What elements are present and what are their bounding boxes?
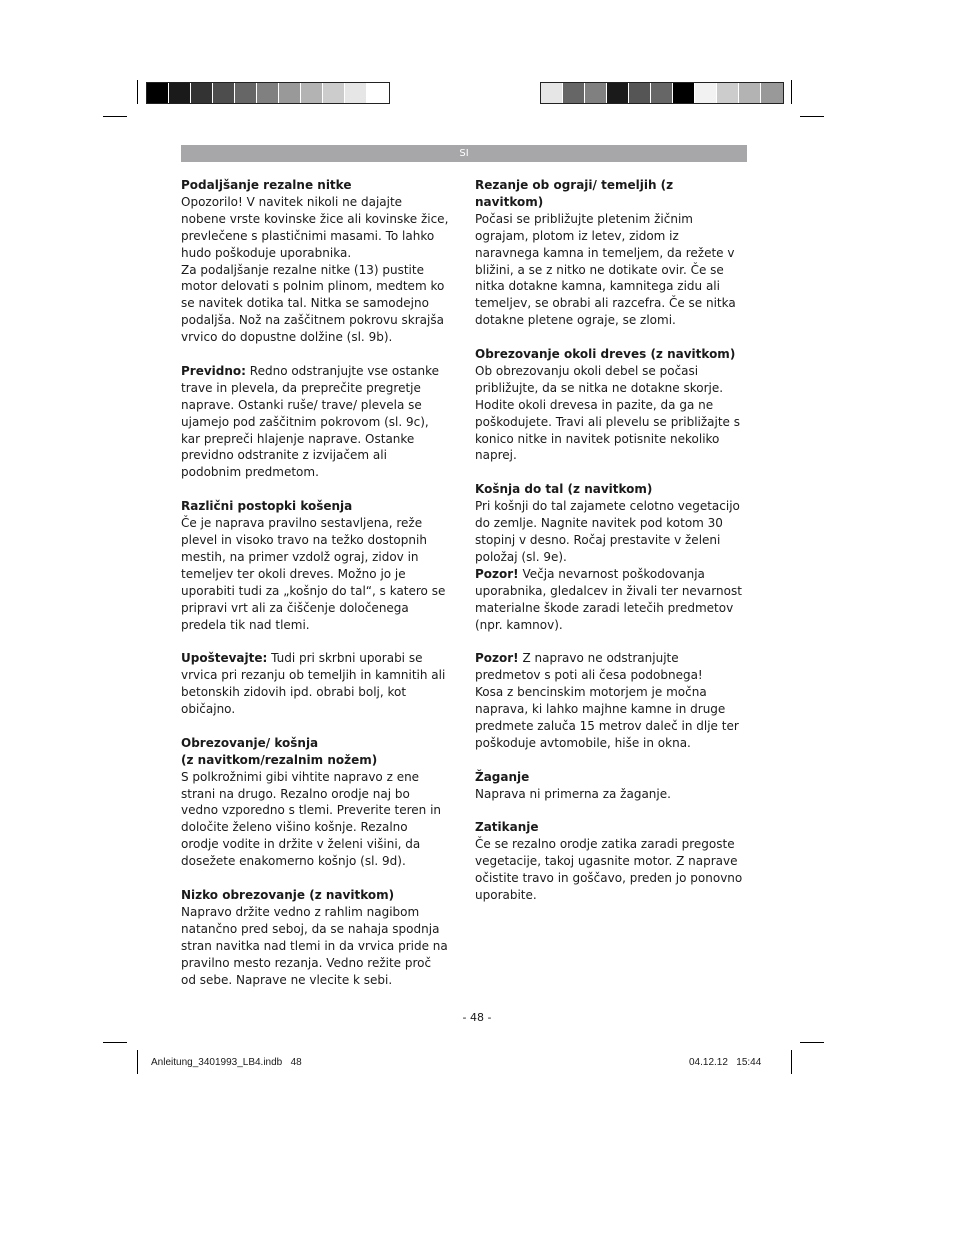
crop-mark [137,80,138,104]
color-swatch [147,83,169,103]
section-heading: Zatikanje [475,820,539,835]
section-heading: Različni postopki košenja [181,499,353,514]
section-heading: Podaljšanje rezalne nitke [181,178,352,192]
color-swatch [695,83,717,103]
section-jamming [475,819,743,904]
color-swatch [213,83,235,103]
crop-mark [103,1042,127,1043]
color-swatch [345,83,367,103]
lead-label: Previdno: [181,363,246,378]
section-heading: Obrezovanje/ košnja [181,735,319,750]
color-swatch [235,83,257,103]
paragraph: Počasi se približujte pletenim žičnim ograjam, plotom iz letev, zidom iz naravnega kamna in temeljem, da režete v bližini, a se z nitko ne dotikate ovir. Če se nitka dotakne kamna, kamnitega zidu ali temeljev, se obrabi ali razcefra. Če se nitka dotakne pletene ograje, se zlomi. [475,211,736,328]
lead-label: Upoštevajte: [181,651,268,666]
language-header: SI [181,145,747,162]
left-column [181,177,449,1005]
crop-mark [791,80,792,104]
footer-file-info: Anleitung_3401993_LB4.indb 48 [151,1057,302,1068]
right-column [475,177,743,921]
color-swatch [257,83,279,103]
lead-label: Pozor! [475,651,519,666]
color-swatch [191,83,213,103]
section-trimming [181,735,449,870]
paragraph: Ob obrezovanju okoli debel se počasi približujte, da se nitka ne dotakne skorje. Hodite okoli drevesa in pazite, da ga ne poškodujete. Travi ali plevelu se približajte s konico nitke in navitek potisnite nekoliko naprej. [475,363,741,463]
section-heading: Rezanje ob ograji/ temeljih (z navitkom) [475,178,674,209]
section-low-trimming [181,887,449,988]
color-swatch [541,83,563,103]
crop-mark [800,1042,824,1043]
color-bar-left [146,82,390,104]
color-swatch [585,83,607,103]
footer-datetime: 04.12.12 15:44 [689,1057,762,1068]
section-warning [475,650,743,751]
crop-mark [800,116,824,117]
section-extend-line [181,177,449,346]
color-swatch [761,83,783,103]
warning-paragraph [475,650,743,684]
crop-mark [103,116,127,117]
paragraph: Redno odstranjujte vse ostanke trave in plevela, da preprečite pregretje naprave. Ostanki ruše/ trave/ plevela se ujamejo pod zaščitnim pokrovom (sl. 9c), kar prepreči hlajenje naprave. Ostanke previdno odstranite z izvijačem ali podobnim predmetom. [181,363,440,480]
color-swatch [301,83,323,103]
color-swatch [563,83,585,103]
color-swatch [323,83,345,103]
paragraph: S polkrožnimi gibi vihtite napravo z ene strani na drugo. Rezalno orodje naj bo vedno vzporedno s tlemi. Preverite teren in določite želeno višino košnje. Rezalno orodje vodite in držite v želeni višini, da dosežete enakomerno košnjo (sl. 9d). [181,769,442,869]
paragraph: Kosa z bencinskim motorjem je močna naprava, ki lahko majhne kamne in druge predmete zaluča 15 metrov daleč in dlje ter poškoduje avtomobile, hiše in okna. [475,685,739,750]
paragraph: Večja nevarnost poškodovanja uporabnika, gledalcev in živali ter nevarnost materialne škode zaradi letečih predmetov (npr. kamnov). [475,566,742,632]
section-heading: Košnja do tal (z navitkom) [475,482,653,497]
section-heading: Obrezovanje okoli dreves (z navitkom) [475,347,736,362]
color-bar-right [540,82,784,104]
paragraph: Za podaljšanje rezalne nitke (13) pustite motor delovati s polnim plinom, medtem ko se navitek dotika tal. Nitka se samodejno podaljša. Nož na zaščitnem pokrovu skrajša vrvico do dopustne dolžine (sl. 9b). [181,262,445,345]
paragraph: Če se rezalno orodje zatika zaradi pregoste vegetacije, takoj ugasnite motor. Z naprave očistite travo in goščavo, preden jo ponovno uporabite. [475,837,743,902]
paragraph: Opozorilo! V navitek nikoli ne dajajte nobene vrste kovinske žice ali kovinske žice, prevlečene s plastičnimi masami. To lahko hudo poškoduje uporabnika. [181,194,449,260]
color-swatch [651,83,673,103]
section-heading: (z navitkom/rezalnim nožem) [181,752,378,767]
lead-label: Pozor! [475,566,519,581]
color-swatch [629,83,651,103]
section-caution [181,363,449,481]
section-tree-trimming [475,346,743,464]
section-note [181,650,449,718]
page-number: - 48 - [462,1011,492,1024]
color-swatch [367,83,389,103]
paragraph: Pri košnji do tal zajamete celotno vegetacijo do zemlje. Nagnite navitek pod kotom 30 stopinj v desno. Ročaj prestavite v želeni položaj (sl. 9e). [475,499,740,564]
paragraph: Tudi pri skrbni uporabi se vrvica pri rezanju ob temeljih in kamnitih ali betonskih zidovih ipd. obrabi bolj, kot običajno. [181,651,446,717]
color-swatch [169,83,191,103]
color-swatch [279,83,301,103]
section-fence-cutting [475,177,743,329]
paragraph: Naprava ni primerna za žaganje. [475,786,671,801]
crop-mark [137,1050,138,1074]
paragraph: Z napravo ne odstranjujte predmetov s poti ali česa podobnega! [475,651,703,683]
crop-mark [791,1050,792,1074]
section-ground-mowing [475,481,743,633]
paragraph: Napravo držite vedno z rahlim nagibom natančno pred seboj, da se nahaja spodnja stran navitka nad tlemi in da vrvica pride na pravilno mesto rezanja. Vedno režite proč od sebe. Naprave ne vlecite k sebi. [181,904,448,987]
color-swatch [739,83,761,103]
warning-paragraph [475,566,743,634]
color-swatch [607,83,629,103]
color-swatch [717,83,739,103]
paragraph: Če je naprava pravilno sestavljena, reže plevel in visoko travo na težko dostopnih mestih, na primer vzdolž ograj, zidov in temeljev ter okoli dreves. Možno jo je uporabiti tudi za „košnjo do tal“, s katero se pripravi vrt ali za čiščenje določenega predela tik nad tlemi. [181,516,446,632]
section-sawing [475,769,743,803]
section-mowing-methods [181,498,449,633]
section-heading: Žaganje [475,769,530,784]
section-heading: Nizko obrezovanje (z navitkom) [181,887,395,902]
color-swatch [673,83,695,103]
